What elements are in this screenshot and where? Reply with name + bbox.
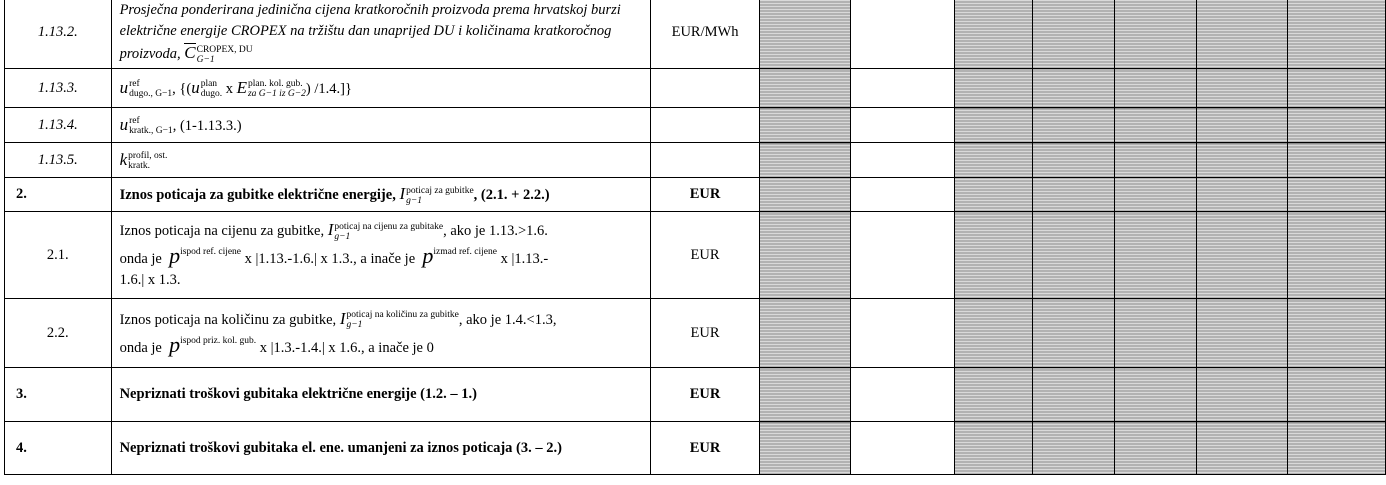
table-row — [5, 299, 1386, 368]
shaded-cell — [1114, 178, 1196, 212]
shaded-cell — [1288, 212, 1386, 299]
shaded-cell — [1196, 69, 1288, 108]
shaded-cell — [1033, 108, 1115, 143]
shaded-cell — [1196, 0, 1288, 69]
row-unit — [651, 108, 759, 143]
data-cell[interactable] — [850, 69, 954, 108]
shaded-cell — [954, 0, 1033, 69]
row-unit — [651, 143, 759, 178]
shaded-cell — [1033, 0, 1115, 69]
row-description: u ref kratk., G−1 , (1-1.13.3.) — [111, 108, 651, 143]
row-number: 2.1. — [5, 212, 112, 299]
row-unit — [651, 69, 759, 108]
data-cell[interactable] — [850, 108, 954, 143]
shaded-cell — [1288, 422, 1386, 475]
table-row — [5, 69, 1386, 108]
row-description: Iznos poticaja za gubitke električne energije, I poticaj za gubitke g−1 , (2.1. + 2.2.) — [111, 178, 651, 212]
shaded-cell — [954, 69, 1033, 108]
data-cell[interactable] — [850, 178, 954, 212]
shaded-cell — [1114, 69, 1196, 108]
shaded-cell — [759, 0, 850, 69]
row-description: Iznos poticaja na količinu za gubitke, I poticaj na količinu za gubitke g−1 , ako je 1.4.<1.3, onda je $p^{ispod priz. kol. gub.}$ x |1.3.-1.4.| x 1.6., a inače je 0 — [111, 299, 651, 368]
shaded-cell — [759, 143, 850, 178]
row-unit: EUR — [651, 422, 759, 475]
row-number: 2.2. — [5, 299, 112, 368]
shaded-cell — [954, 299, 1033, 368]
table-row — [5, 178, 1386, 212]
shaded-cell — [1033, 299, 1115, 368]
shaded-cell — [1196, 108, 1288, 143]
shaded-cell — [1196, 299, 1288, 368]
shaded-cell — [1288, 368, 1386, 422]
row-number: 4. — [5, 422, 112, 475]
shaded-cell — [1114, 108, 1196, 143]
cost-table — [4, 0, 1386, 475]
table-row — [5, 143, 1386, 178]
shaded-cell — [1196, 178, 1288, 212]
shaded-cell — [1114, 299, 1196, 368]
shaded-cell — [1288, 0, 1386, 69]
shaded-cell — [954, 368, 1033, 422]
shaded-cell — [954, 178, 1033, 212]
shaded-cell — [1288, 299, 1386, 368]
shaded-cell — [759, 178, 850, 212]
row-number: 1.13.3. — [5, 69, 112, 108]
data-cell[interactable] — [850, 212, 954, 299]
row-number: 2. — [5, 178, 112, 212]
shaded-cell — [1114, 143, 1196, 178]
shaded-cell — [1288, 178, 1386, 212]
description-text: Prosječna ponderirana jedinična cijena kratkoročnih proizvoda prema hrvatskoj burzi električne energije CROPEX na tržištu dan unaprijed DU i količinama kratkoročnog proizvoda, — [119, 2, 621, 62]
row-unit: EUR — [651, 368, 759, 422]
table-row — [5, 422, 1386, 475]
data-cell[interactable] — [850, 422, 954, 475]
table-row — [5, 0, 1386, 69]
row-description: Iznos poticaja na cijenu za gubitke, I poticaj na cijenu za gubitake g−1 , ako je 1.13.>1.6. onda je $p^{ispod ref. cijene}$ x |1.13.-1.6.| x 1.3., a inače je $p^{izmad ref. cijene}$ x |1.13.- 1.6.| x 1.3. — [111, 212, 651, 299]
shaded-cell — [1114, 0, 1196, 69]
data-cell[interactable] — [850, 143, 954, 178]
shaded-cell — [1196, 212, 1288, 299]
data-cell[interactable] — [850, 368, 954, 422]
shaded-cell — [1288, 143, 1386, 178]
table-row — [5, 368, 1386, 422]
shaded-cell — [1196, 143, 1288, 178]
shaded-cell — [1114, 212, 1196, 299]
row-unit: EUR — [651, 178, 759, 212]
shaded-cell — [759, 212, 850, 299]
shaded-cell — [1033, 178, 1115, 212]
shaded-cell — [759, 108, 850, 143]
shaded-cell — [1033, 368, 1115, 422]
shaded-cell — [1196, 422, 1288, 475]
shaded-cell — [759, 422, 850, 475]
shaded-cell — [759, 299, 850, 368]
shaded-cell — [759, 368, 850, 422]
shaded-cell — [1033, 422, 1115, 475]
row-number: 1.13.2. — [5, 0, 112, 69]
shaded-cell — [1114, 368, 1196, 422]
shaded-cell — [1114, 422, 1196, 475]
shaded-cell — [954, 108, 1033, 143]
data-cell[interactable] — [850, 0, 954, 69]
row-description: Nepriznati troškovi gubitaka el. ene. umanjeni za iznos poticaja (3. – 2.) — [111, 422, 651, 475]
shaded-cell — [1288, 108, 1386, 143]
shaded-cell — [1288, 69, 1386, 108]
data-cell[interactable] — [850, 299, 954, 368]
shaded-cell — [1033, 143, 1115, 178]
formula-c-cropex: C — [184, 43, 196, 62]
row-unit: EUR — [651, 299, 759, 368]
row-number: 1.13.4. — [5, 108, 112, 143]
row-description: k profil, ost. kratk. — [111, 143, 651, 178]
row-description: Prosječna ponderirana jedinična cijena kratkoročnih proizvoda prema hrvatskoj burzi električne energije CROPEX na tržištu dan unaprijed DU i količinama kratkoročnog proizvoda, C CROPEX, DU G−1 — [111, 0, 651, 69]
row-description: u ref dugo., G−1 , {(u plan dugo. x E plan. kol. gub. za G−1 iz G−2 ) /1.4.]} — [111, 69, 651, 108]
table-row — [5, 108, 1386, 143]
row-unit: EUR — [651, 212, 759, 299]
row-unit: EUR/MWh — [651, 0, 759, 69]
shaded-cell — [954, 143, 1033, 178]
shaded-cell — [954, 422, 1033, 475]
shaded-cell — [1196, 368, 1288, 422]
shaded-cell — [1033, 212, 1115, 299]
row-description: Nepriznati troškovi gubitaka električne energije (1.2. – 1.) — [111, 368, 651, 422]
shaded-cell — [1033, 69, 1115, 108]
shaded-cell — [954, 212, 1033, 299]
row-number: 3. — [5, 368, 112, 422]
row-number: 1.13.5. — [5, 143, 112, 178]
table-row — [5, 212, 1386, 299]
shaded-cell — [759, 69, 850, 108]
